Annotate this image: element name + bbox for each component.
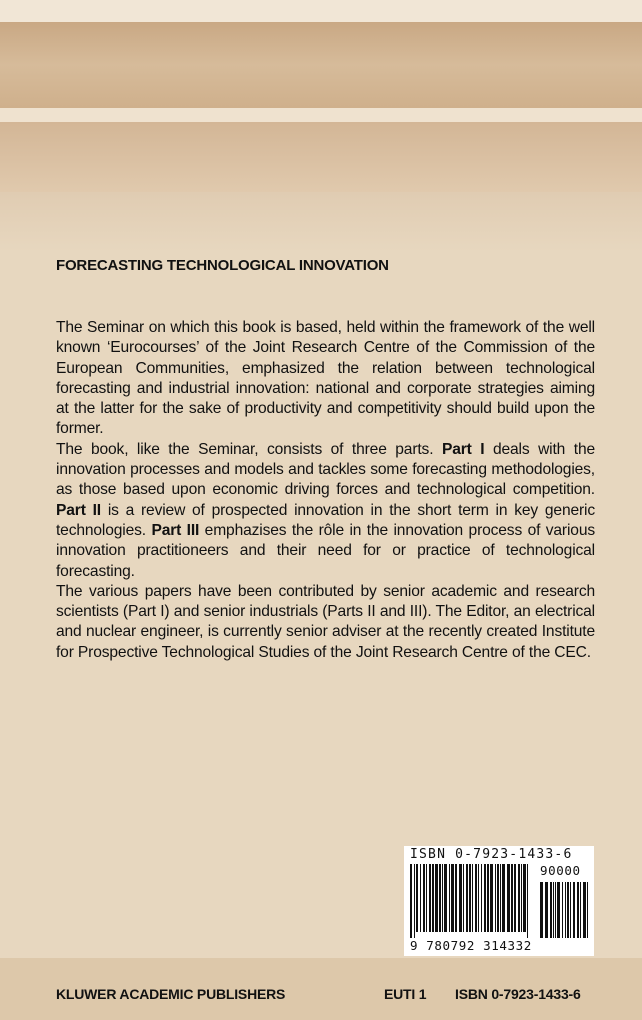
barcode-bar (540, 882, 543, 938)
decorative-fade (0, 192, 642, 252)
barcode-isbn-text: ISBN 0-7923-1433-6 (410, 847, 573, 862)
blurb-run: The book, like the Seminar, consists of three parts. (56, 440, 442, 458)
barcode-bar (455, 864, 457, 932)
blurb-run: The various papers have been contributed by senior academic and research scientists (Part I) and senior industrials (Parts II and III). The Editor, an electrical and nuclear engineer, is currently senior adviser at the recently created Institute for Prospective Technological Studies of the Joint Research Centre of the CEC. (56, 582, 595, 661)
barcode-bar (495, 864, 496, 932)
barcode-bar (527, 864, 528, 938)
blurb-paragraph (56, 440, 595, 582)
barcode-bar (583, 882, 586, 938)
barcode-bar (523, 864, 526, 932)
barcode-bar (553, 882, 554, 938)
barcode-bar (432, 864, 434, 932)
barcode-bar (420, 864, 421, 932)
publisher-name: KLUWER ACADEMIC PUBLISHERS (56, 986, 286, 1002)
barcode-bar (429, 864, 431, 932)
footer-isbn: ISBN 0-7923-1433-6 (455, 986, 581, 1002)
barcode-bar (567, 882, 569, 938)
barcode-bar (475, 864, 477, 932)
barcode-bar (514, 864, 516, 932)
barcode-bar (463, 864, 464, 932)
barcode-bar (487, 864, 489, 932)
barcode-bar (577, 882, 579, 938)
blurb-run: emphazises the rôle in the innovation process of various innovation practitioneers and their need for or practice of technological forecasting. (56, 521, 595, 580)
blurb-run: is a review of prospected innovation in the short term in key generic technologies. (56, 501, 595, 539)
barcode-bar (555, 882, 556, 938)
barcode-bar (550, 882, 552, 938)
barcode-bar (484, 864, 486, 932)
barcode-bar (444, 864, 447, 932)
book-title: FORECASTING TECHNOLOGICAL INNOVATION (56, 257, 389, 274)
barcode-bar (507, 864, 510, 932)
barcode-bar (423, 864, 425, 932)
barcode-bar (439, 864, 441, 932)
barcode-bar (459, 864, 462, 932)
blurb-paragraph (56, 318, 595, 440)
barcode-bar (466, 864, 468, 932)
barcode-bar (557, 882, 560, 938)
barcode-bar (449, 864, 450, 932)
blurb-run: deals with the innovation processes and models and tackles some forecasting methodologies, as those based upon economic driving forces and technological competition. (56, 440, 595, 499)
part-label: Part III (151, 521, 200, 539)
barcode-label (404, 846, 594, 956)
blurb-text (56, 318, 595, 663)
barcode-bar (511, 864, 513, 932)
barcode-bar (416, 864, 418, 932)
barcode-bar (410, 864, 412, 938)
decorative-band-gap (0, 108, 642, 122)
part-label: Part I (441, 440, 485, 458)
blurb-run: The Seminar on which this book is based, held within the framework of the well known ‘Eurocourses’ of the Joint Research Centre of the Commission of the European Communities, emphasized the relation between technological forecasting and industrial innovation: national and corporate strategies aiming at the latter for the sake of productivity and competitivity should build upon the former. (56, 319, 595, 438)
barcode-bar (481, 864, 482, 932)
barcode-bar (451, 864, 454, 932)
barcode-bar (502, 864, 505, 932)
series-code: EUTI 1 (384, 986, 427, 1002)
barcode-bar (500, 864, 501, 932)
barcode-bar (580, 882, 581, 938)
decorative-band-lower (0, 122, 642, 192)
part-label: Part II (56, 501, 101, 519)
barcode-bar (518, 864, 520, 932)
blurb-paragraph (56, 582, 595, 663)
barcode-bar (469, 864, 471, 932)
barcode-bar (562, 882, 563, 938)
barcode-bar (521, 864, 522, 932)
barcode-bar (435, 864, 438, 932)
barcode-addon-digits: 90000 (540, 863, 581, 878)
barcode-bar (472, 864, 473, 932)
barcode-bars (410, 864, 588, 938)
barcode-bar (490, 864, 493, 932)
top-margin (0, 0, 642, 22)
barcode-bar (478, 864, 479, 932)
barcode-bar (414, 864, 415, 938)
barcode-bar (565, 882, 566, 938)
barcode-bar (442, 864, 443, 932)
barcode-bar (587, 882, 588, 938)
decorative-band-upper (0, 22, 642, 108)
barcode-bar (497, 864, 499, 932)
barcode-bar (426, 864, 427, 932)
barcode-bar (545, 882, 548, 938)
barcode-ean-digits: 9 780792 314332 (410, 938, 532, 953)
barcode-bar (570, 882, 571, 938)
barcode-bar (573, 882, 575, 938)
